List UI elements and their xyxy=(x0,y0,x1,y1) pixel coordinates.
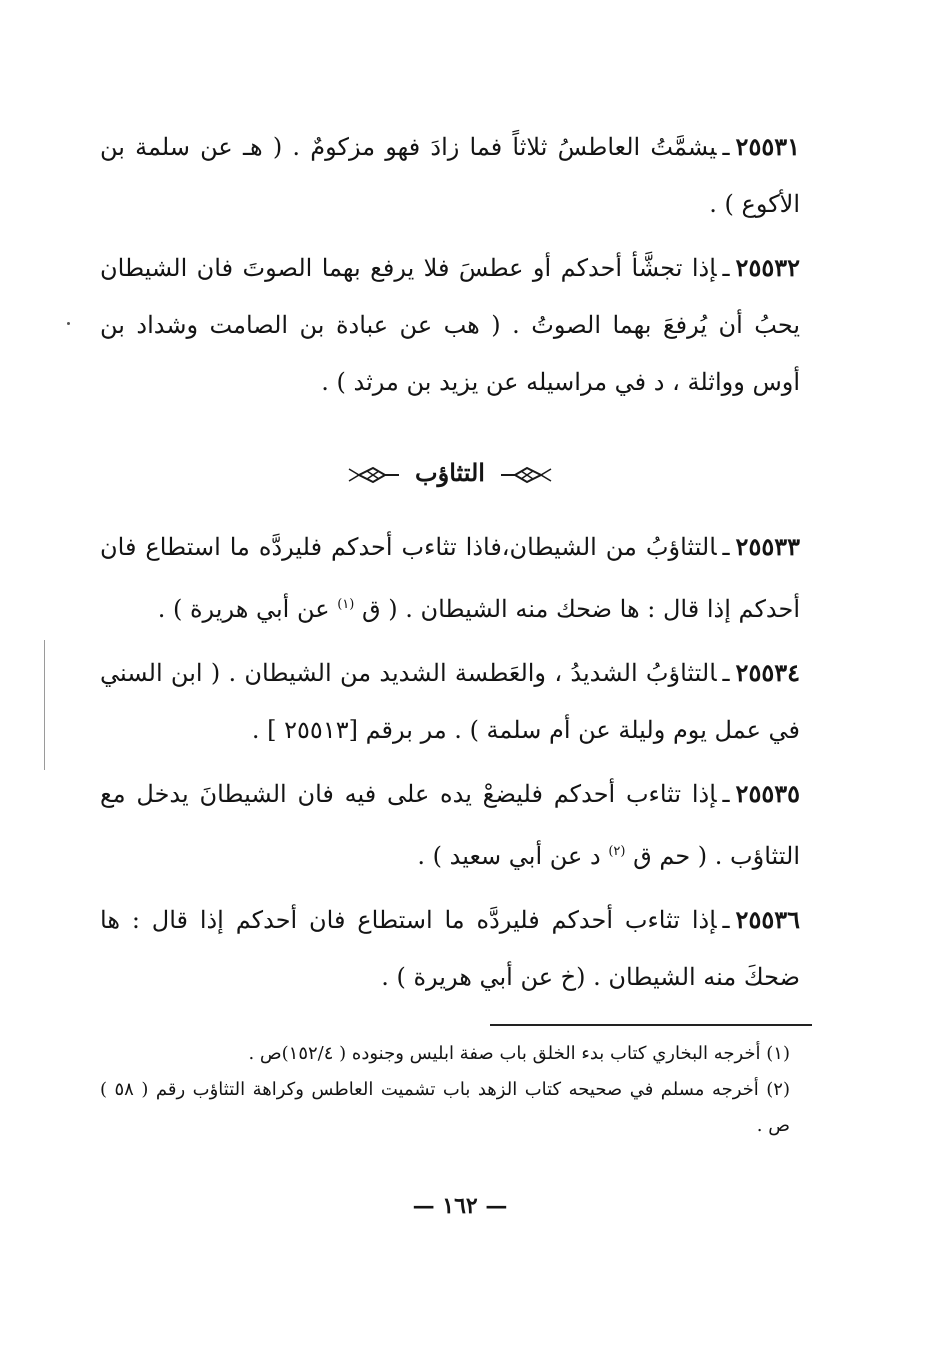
hadith-number: ٢٥٥٣٣ xyxy=(735,532,800,561)
main-text-top xyxy=(100,118,800,417)
hadith-entry: ٢٥٥٣٥ـإذا تثاءب أحدكم فليضعْ يده على فيه فان الشيطانَ يدخل مع التثاؤب . ( حم ق $^{(٢)}$ د عن أبي سعيد ) . xyxy=(100,779,800,870)
hadith-entry: ٢٥٥٣١ـيشمَّتُ العاطسُ ثلاثاً فما زادَ فهو مزكومٌ . ( هـ عن سلمة بن الأكوع ) . xyxy=(100,132,800,218)
footnotes xyxy=(100,1036,790,1144)
hadith-text: التثاؤبُ من الشيطان،فاذا تثاءب أحدكم فليردَّه ما استطاع فان أحدكم إذا قال : ها ضحك منه الشيطان . ( ق xyxy=(100,533,800,623)
section-heading-text: التثاؤب xyxy=(415,458,485,487)
margin-scan-line xyxy=(44,640,45,770)
hadith-entry: ٢٥٥٣٣ـالتثاؤبُ من الشيطان،فاذا تثاءب أحدكم فليردَّه ما استطاع فان أحدكم إذا قال : ها ضحك منه الشيطان . ( ق $^{(١)}$ عن أبي هريرة ) . xyxy=(100,532,800,623)
hadith-number: ٢٥٥٣٦ xyxy=(735,905,800,934)
hadith-entry: ٢٥٥٣٢ـإذا تجشَّأ أحدكم أو عطسَ فلا يرفع بهما الصوتَ فان الشيطان يحبُ أن يُرفعَ بهما الصوتُ . ( هب عن عبادة بن الصامت وشداد بن أوس وواثلة ، د في مراسيله عن يزيد بن مرثد ) . xyxy=(100,253,800,396)
ornament-left-icon xyxy=(345,465,401,485)
margin-speck xyxy=(67,322,70,325)
section-heading xyxy=(100,448,800,498)
hadith-text: إذا تثاءب أحدكم فليردَّه ما استطاع فان أحدكم إذا قال : ها ضحكَ منه الشيطان . (خ عن أبي هريرة ) . xyxy=(100,906,800,991)
ornament-right-icon xyxy=(499,465,555,485)
hadith-text: يشمَّتُ العاطسُ ثلاثاً فما زادَ فهو مزكومٌ . ( هـ عن سلمة بن الأكوع ) . xyxy=(100,133,800,218)
hadith-entry: ٢٥٥٣٤ـالتثاؤبُ الشديدُ ، والعَطسة الشديد من الشيطان . ( ابن السني في عمل يوم وليلة عن أم سلمة ) . مر برقم [٢٥٥١٣ ] . xyxy=(100,658,800,744)
footnote: (٢) أخرجه مسلم في صحيحه كتاب الزهد باب تشميت العاطس وكراهة التثاؤب رقم ( ٥٨ ) ص . xyxy=(100,1079,790,1136)
hadith-text: إذا تثاءب أحدكم فليضعْ يده على فيه فان الشيطانَ يدخل مع التثاؤب . ( حم ق xyxy=(100,780,800,870)
footnote-reference[interactable]: (١) xyxy=(337,597,355,612)
hadith-text-continued: عن أبي هريرة ) . xyxy=(157,595,330,623)
hadith-number: ٢٥٥٣١ xyxy=(735,132,800,161)
hadith-number: ٢٥٥٣٢ xyxy=(735,253,800,282)
hadith-number: ٢٥٥٣٥ xyxy=(735,779,800,808)
hadith-text: التثاؤبُ الشديدُ ، والعَطسة الشديد من الشيطان . ( ابن السني في عمل يوم وليلة عن أم سلمة ) . مر برقم [٢٥٥١٣ ] . xyxy=(100,659,800,744)
hadith-entry: ٢٥٥٣٦ـإذا تثاءب أحدكم فليردَّه ما استطاع فان أحدكم إذا قال : ها ضحكَ منه الشيطان . (خ عن أبي هريرة ) . xyxy=(100,905,800,991)
hadith-number: ٢٥٥٣٤ xyxy=(735,658,800,687)
footnote-separator xyxy=(490,1024,812,1026)
footnote-reference[interactable]: (٢) xyxy=(608,844,626,859)
page-number: — ١٦٢ — xyxy=(412,1193,508,1219)
main-text-section xyxy=(100,518,800,1012)
hadith-text-continued: د عن أبي سعيد ) . xyxy=(417,842,601,870)
hadith-text: إذا تجشَّأ أحدكم أو عطسَ فلا يرفع بهما الصوتَ فان الشيطان يحبُ أن يُرفعَ بهما الصوتُ . ( هب عن عبادة بن الصامت وشداد بن أوس وواثلة ، د في مراسيله عن يزيد بن مرثد ) . xyxy=(100,254,800,396)
footnote: (١) أخرجه البخاري كتاب بدء الخلق باب صفة ابليس وجنوده ( ١٥٢/٤)ص . xyxy=(248,1043,790,1064)
